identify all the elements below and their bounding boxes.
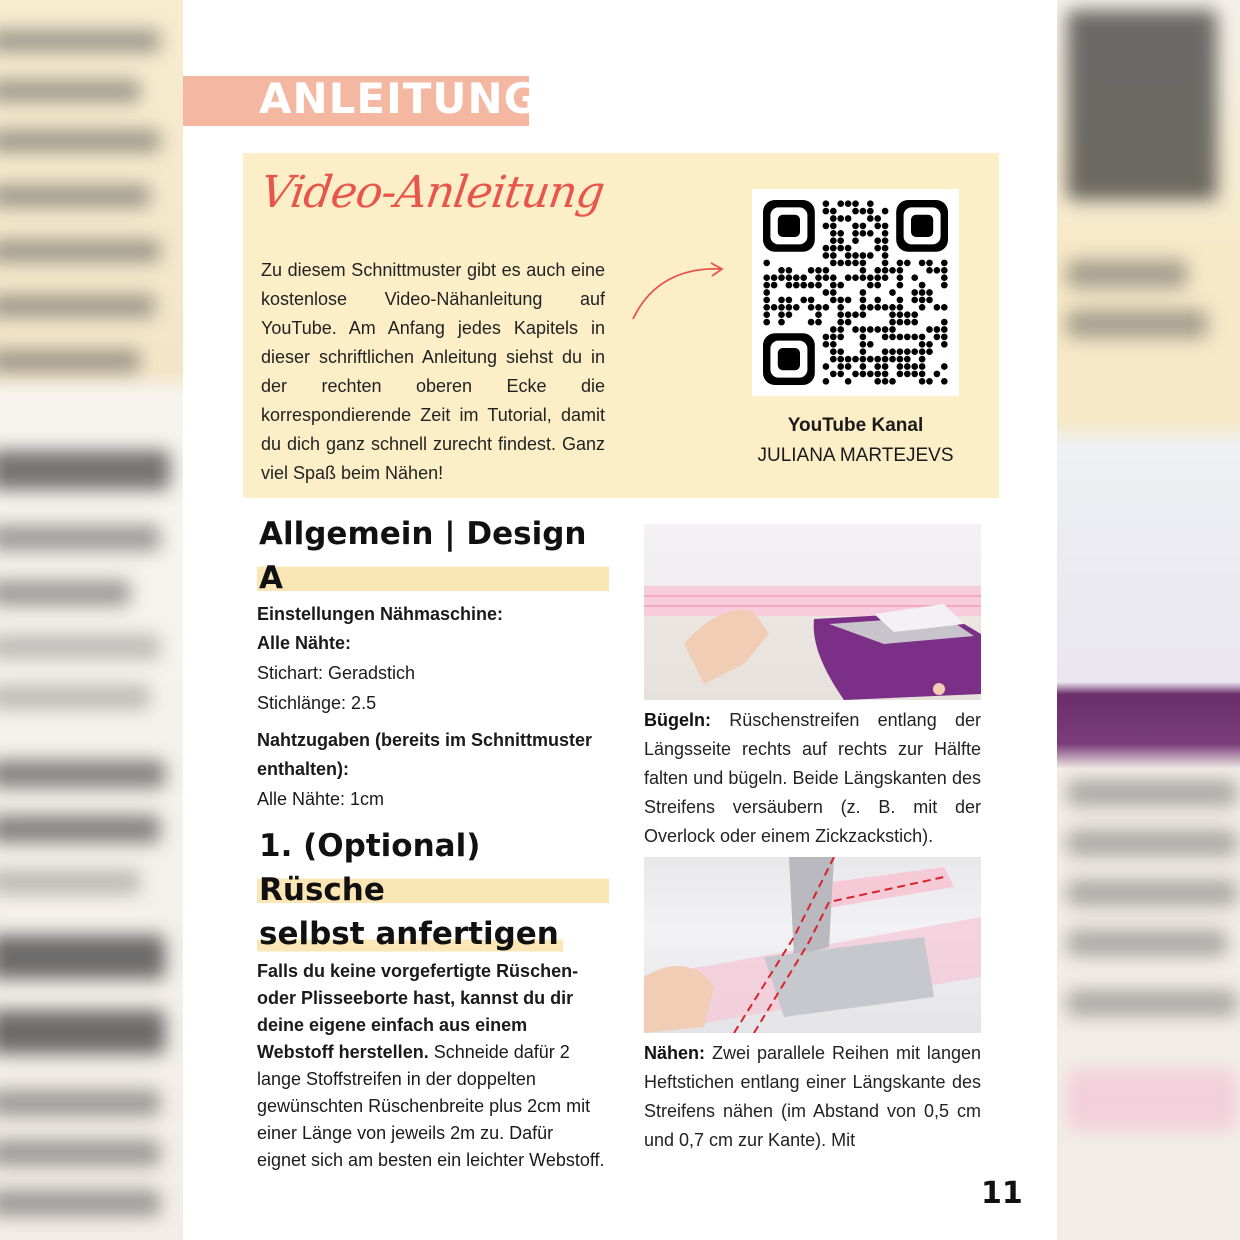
ironing-label: Bügeln: [644,710,711,730]
sewing-machine-illustration [644,857,981,1033]
blurred-background-left [0,0,183,1240]
iron-illustration [644,524,981,700]
general-heading: Allgemein | Design A [257,512,609,600]
section1-heading-line2: selbst anfertigen [257,912,563,956]
section-header-title: ANLEITUNG [259,74,540,123]
seam-allowance-label: Nahtzugaben (bereits im Schnittmuster enthalten): [257,730,593,779]
sewing-photo [644,857,981,1033]
sewing-label: Nähen: [644,1043,706,1063]
video-guide-box [243,153,999,498]
section1-heading-line1: 1. (Optional) Rüsche [257,824,609,912]
ironing-text: Rüschenstreifen entlang der Längsseite rechts auf rechts zur Hälfte falten und bügeln. Beide Längskanten des Streifens versäubern (z. B. mit der Overlock oder einem Zickzackstich). [644,710,981,846]
curved-arrow-icon [629,255,729,325]
section1-bold-intro: Falls du keine vorgefertigte Rüschen- oder Plisseeborte hast, kannst du dir deine eigene einfach aus einem Webstoff herstellen. [257,961,579,1062]
section1-body [257,958,607,1174]
ironing-caption [644,706,981,851]
sewing-text: Zwei parallele Reihen mit langen Heftstichen entlang einer Längskante des Streifens nähen (im Abstand von 0,5 cm und 0,7 cm zur Kante). Mit [644,1043,981,1150]
page-number: 11 [981,1176,1023,1211]
video-guide-script-title: Video-Anleitung [257,167,608,218]
stitch-type: Stichart: Geradstich [257,663,416,683]
video-guide-text: Zu diesem Schnittmuster gibt es auch eine kostenlose Video-Nähanleitung auf YouTube. Am Anfang jedes Kapitels in dieser schriftlichen Anleitung siehst du in der rechten oberen Ecke die korrespondierende Zeit im Tutorial, damit du dich ganz schnell zurecht findest. Ganz viel Spaß beim Nähen! [261,260,605,483]
right-column [644,524,981,1155]
settings-label: Einstellungen Nähmaschine: [257,604,504,624]
blurred-background-right [1057,0,1240,1240]
qr-channel-name: JULIANA MARTEJEVS [757,445,954,466]
sewing-caption [644,1039,981,1155]
qr-code[interactable] [752,189,959,396]
ironing-photo [644,524,981,700]
qr-label: YouTube Kanal [787,415,924,436]
all-seams-label: Alle Nähte: [257,633,352,653]
seam-allowance-value: Alle Nähte: 1cm [257,789,385,809]
section1-heading [257,824,609,956]
document-page [183,0,1057,1240]
stitch-length: Stichlänge: 2.5 [257,693,377,713]
section1-text: Schneide dafür 2 lange Stoffstreifen in der doppelten gewünschten Rüschenbreite plus 2cm mit einer Länge von jeweils 2m zu. Dafür eignet sich am besten ein leichter Webstoff. [257,1042,605,1170]
qr-code-icon [752,189,959,396]
left-column [257,512,609,1174]
